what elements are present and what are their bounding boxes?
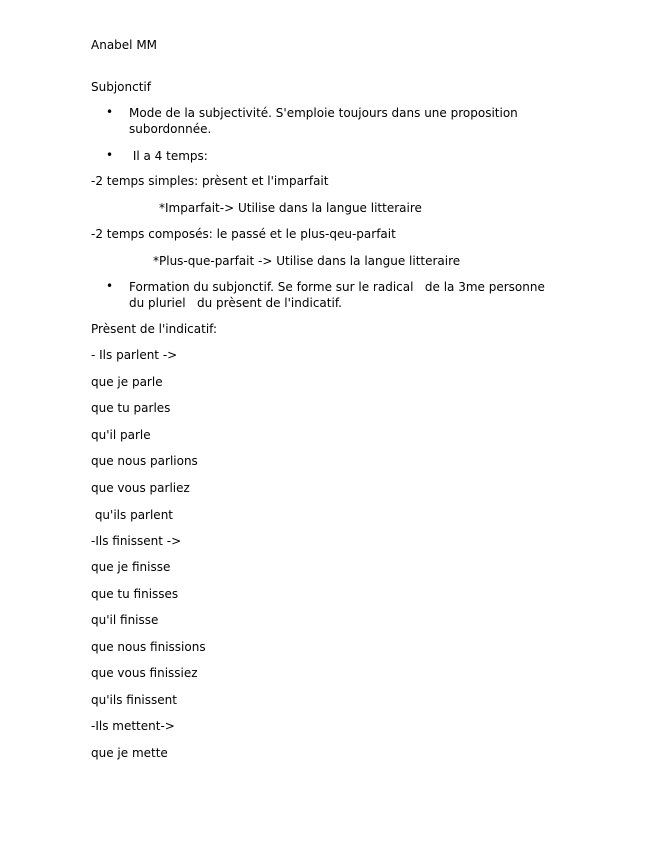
bullet-marker: • bbox=[106, 279, 114, 293]
bullet-formation: Formation du subjonctif. Se forme sur le radical de la 3me personne du pluriel du prèsent de l'indicatif. bbox=[129, 280, 549, 310]
section-title: Subjonctif bbox=[91, 80, 151, 94]
author-name: Anabel MM bbox=[91, 38, 158, 52]
note-imparfait: *Imparfait-> Utilise dans la langue litteraire bbox=[159, 201, 422, 215]
conjugation-line: -Ils mettent-> bbox=[91, 719, 175, 733]
present-indicatif-heading: Prèsent de l'indicatif: bbox=[91, 322, 218, 336]
bullet-marker: • bbox=[106, 148, 114, 162]
conjugation-line: que tu finisses bbox=[91, 587, 179, 601]
conjugation-line: que nous finissions bbox=[91, 640, 206, 654]
bullet-marker: • bbox=[106, 105, 114, 119]
conjugation-line: qu'il parle bbox=[91, 428, 151, 442]
conjugation-line: que je finisse bbox=[91, 560, 171, 574]
conjugation-line: que je parle bbox=[91, 375, 163, 389]
conjugation-line: que nous parlions bbox=[91, 454, 198, 468]
temps-composes-line: -2 temps composés: le passé et le plus-qeu-parfait bbox=[91, 227, 396, 241]
conjugation-line: qu'ils parlent bbox=[91, 508, 174, 522]
bullet-subjectivite: Mode de la subjectivité. S'emploie toujours dans une proposition subordonnée. bbox=[129, 106, 518, 136]
conjugation-line: qu'ils finissent bbox=[91, 693, 177, 707]
conjugation-line: - Ils parlent -> bbox=[91, 348, 178, 362]
note-plus-que-parfait: *Plus-que-parfait -> Utilise dans la langue litteraire bbox=[153, 254, 461, 268]
conjugation-line: que tu parles bbox=[91, 401, 171, 415]
conjugation-line: -Ils finissent -> bbox=[91, 534, 182, 548]
bullet-temps: Il a 4 temps: bbox=[129, 149, 208, 163]
temps-simples-line: -2 temps simples: prèsent et l'imparfait bbox=[91, 174, 329, 188]
conjugation-line: que je mette bbox=[91, 746, 168, 760]
conjugation-line: que vous finissiez bbox=[91, 666, 198, 680]
conjugation-line: qu'il finisse bbox=[91, 613, 159, 627]
conjugation-line: que vous parliez bbox=[91, 481, 190, 495]
